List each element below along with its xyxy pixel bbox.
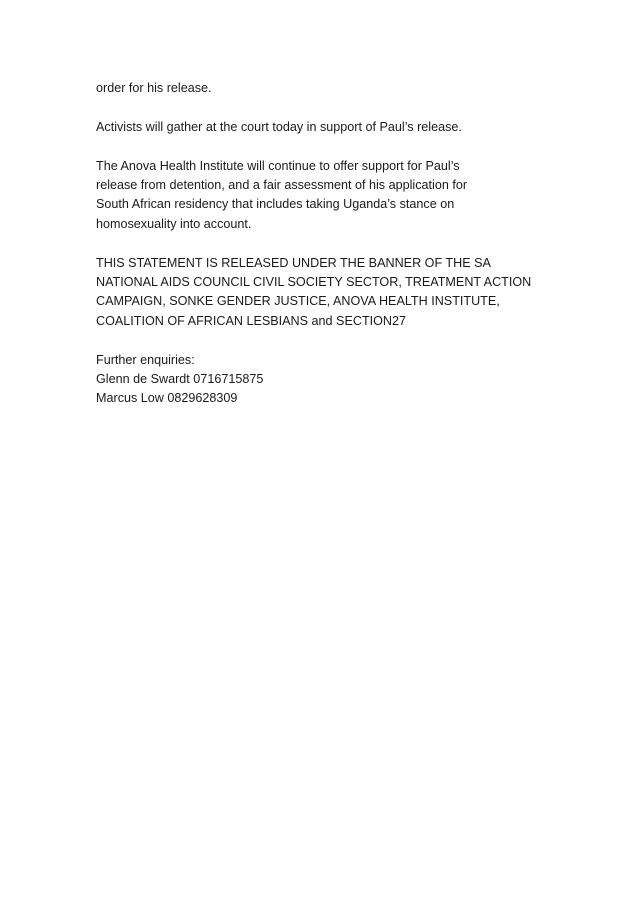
paragraph-statement-banner	[96, 254, 556, 332]
text-line: THIS STATEMENT IS RELEASED UNDER THE BANNER OF THE SA	[96, 255, 491, 270]
text-line: NATIONAL AIDS COUNCIL CIVIL SOCIETY SECTOR, TREATMENT ACTION	[96, 275, 532, 290]
text-line: CAMPAIGN, SONKE GENDER JUSTICE, ANOVA HEALTH INSTITUTE,	[96, 294, 500, 309]
contact-marcus-low: Marcus Low 0829628309	[96, 391, 238, 406]
text-line: South African residency that includes taking Uganda’s stance on	[96, 197, 455, 212]
document-body	[96, 79, 556, 409]
paragraph-further-enquiries	[96, 351, 556, 409]
text-line: The Anova Health Institute will continue to offer support for Paul’s	[96, 158, 460, 173]
text-line: release from detention, and a fair assessment of his application for	[96, 178, 468, 192]
text-line: homosexuality into account.	[96, 216, 252, 231]
text-line: Activists will gather at the court today in support of Paul’s release.	[96, 119, 462, 134]
text-line: COALITION OF AFRICAN LESBIANS and SECTION27	[96, 313, 407, 328]
text-line: order for his release.	[96, 81, 212, 95]
contact-glenn-de-swardt: Glenn de Swardt 0716715875	[96, 372, 264, 387]
paragraph-release-order	[96, 79, 556, 98]
paragraph-activists-gather	[96, 118, 556, 137]
enquiries-heading: Further enquiries:	[96, 352, 195, 367]
paragraph-anova-support	[96, 157, 556, 235]
